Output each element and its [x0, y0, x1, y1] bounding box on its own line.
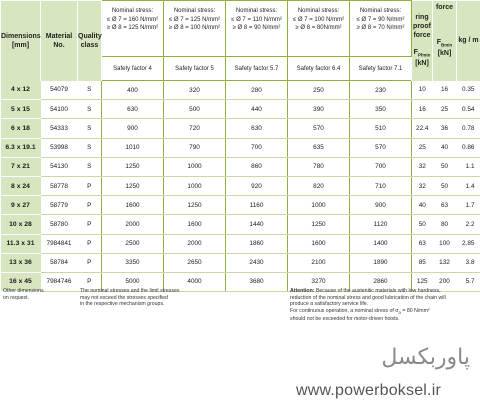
table-row	[1, 138, 480, 157]
cell-load-capacity: 250	[288, 81, 350, 100]
cell-load-capacity: 1600	[288, 234, 350, 253]
cell-dimensions: 8 x 24	[1, 176, 41, 195]
cell-load-capacity: 1160	[226, 196, 288, 215]
note-stress-limits: The nominal stresses and the limit stresses may not exceed the stresses specified in the respective mechanism groups.	[80, 288, 180, 308]
cell-proof-force: 32	[412, 176, 433, 195]
cell-load-capacity: 1010	[102, 138, 164, 157]
cell-load-capacity: 2860	[350, 272, 412, 291]
table-row	[1, 176, 480, 195]
cell-load-capacity: 860	[226, 157, 288, 176]
cell-quality-class: S	[78, 81, 102, 100]
cell-dimensions: 10 x 28	[1, 215, 41, 234]
table-row	[1, 215, 480, 234]
cell-quality-class: S	[78, 157, 102, 176]
cell-load-capacity: 635	[288, 138, 350, 157]
cell-load-capacity: 3350	[102, 253, 164, 272]
stress-group-5: Nominal stress: ≤ Ø 7 = 90 N/mm² ≥ Ø 8 = 70 N/mm²	[350, 1, 412, 57]
cell-proof-force: 16	[412, 100, 433, 119]
cell-load-capacity: 780	[288, 157, 350, 176]
cell-weight: 5.7	[457, 272, 480, 291]
header-quality-class: Quality class	[78, 1, 102, 81]
cell-proof-force: 63	[412, 234, 433, 253]
cell-weight: 0.78	[457, 119, 480, 138]
cell-dimensions: 6 x 18	[1, 119, 41, 138]
table-row	[1, 119, 480, 138]
cell-load-capacity: 1250	[102, 157, 164, 176]
cell-load-capacity: 700	[350, 157, 412, 176]
table-row	[1, 253, 480, 272]
cell-quality-class: P	[78, 215, 102, 234]
note-attention: Attention: Because of the austenitic materials with low hardness, reduction of the nominal stress and good lubrication of the chain will produce a satisfactory service life. For continuous operation, a nominal stress of σn = 80 N/mm² should not be exceeded for motor-driven hoists.	[290, 288, 446, 323]
cell-proof-force: 25	[412, 138, 433, 157]
stress-group-4: Nominal stress: ≤ Ø 7 = 100 N/mm² ≥ Ø 8 = 80N/mm²	[288, 1, 350, 57]
cell-quality-class: P	[78, 176, 102, 195]
cell-material-no: 54130	[41, 157, 78, 176]
watermark-logo	[300, 342, 476, 370]
cell-proof-force: 32	[412, 157, 433, 176]
cell-load-capacity: 1890	[350, 253, 412, 272]
cell-dimensions: 9 x 27	[1, 196, 41, 215]
cell-quality-class: P	[78, 272, 102, 291]
cell-weight: 3.8	[457, 253, 480, 272]
cell-dimensions: 11.3 x 31	[1, 234, 41, 253]
cell-load-capacity: 820	[288, 176, 350, 195]
table-row	[1, 234, 480, 253]
cell-proof-force: 85	[412, 253, 433, 272]
cell-breaking-force: 25	[433, 100, 457, 119]
cell-load-capacity: 1250	[164, 196, 226, 215]
cell-weight: 0.54	[457, 100, 480, 119]
cell-breaking-force: 50	[433, 157, 457, 176]
cell-load-capacity: 570	[350, 138, 412, 157]
cell-load-capacity: 1600	[102, 196, 164, 215]
cell-load-capacity: 350	[350, 100, 412, 119]
cell-load-capacity: 2650	[164, 253, 226, 272]
cell-load-capacity: 2430	[226, 253, 288, 272]
watermark-url: www.powerboksel.ir	[296, 382, 441, 399]
cell-weight: 1.4	[457, 176, 480, 195]
cell-load-capacity: 510	[350, 119, 412, 138]
cell-load-capacity: 1000	[164, 176, 226, 195]
cell-load-capacity: 1120	[350, 215, 412, 234]
cell-weight: 0.86	[457, 138, 480, 157]
cell-material-no: 7984746	[41, 272, 78, 291]
cell-load-capacity: 2000	[164, 234, 226, 253]
header-material-no: Material No.	[41, 1, 78, 81]
safety-factor-4: Safety factor 6.4	[288, 57, 350, 81]
cell-weight: 2.2	[457, 215, 480, 234]
cell-breaking-force: 63	[433, 196, 457, 215]
cell-load-capacity: 230	[350, 81, 412, 100]
cell-load-capacity: 700	[226, 138, 288, 157]
cell-material-no: 7984841	[41, 234, 78, 253]
cell-load-capacity: 280	[226, 81, 288, 100]
safety-factor-5: Safety factor 7.1	[350, 57, 412, 81]
cell-load-capacity: 2100	[288, 253, 350, 272]
cell-quality-class: P	[78, 196, 102, 215]
cell-proof-force: 40	[412, 196, 433, 215]
cell-breaking-force: 100	[433, 234, 457, 253]
cell-weight: 1.1	[457, 157, 480, 176]
table-row	[1, 157, 480, 176]
cell-dimensions: 7 x 21	[1, 157, 41, 176]
cell-dimensions: 5 x 15	[1, 100, 41, 119]
cell-load-capacity: 1000	[164, 157, 226, 176]
cell-material-no: 58784	[41, 253, 78, 272]
cell-load-capacity: 710	[350, 176, 412, 195]
cell-load-capacity: 630	[102, 100, 164, 119]
cell-material-no: 54079	[41, 81, 78, 100]
cell-quality-class: S	[78, 138, 102, 157]
cell-load-capacity: 2500	[102, 234, 164, 253]
cell-material-no: 54100	[41, 100, 78, 119]
cell-load-capacity: 4000	[164, 272, 226, 291]
cell-load-capacity: 720	[164, 119, 226, 138]
cell-breaking-force: 132	[433, 253, 457, 272]
cell-material-no: 58778	[41, 176, 78, 195]
attention-label: Attention:	[290, 288, 315, 294]
cell-weight: 0.35	[457, 81, 480, 100]
stress-group-2: Nominal stress: ≤ Ø 7 = 125 N/mm² ≥ Ø 8 = 100 N/mm²	[164, 1, 226, 57]
cell-dimensions: 13 x 36	[1, 253, 41, 272]
cell-proof-force: 50	[412, 215, 433, 234]
cell-breaking-force: 80	[433, 215, 457, 234]
cell-breaking-force: 36	[433, 119, 457, 138]
cell-quality-class: S	[78, 100, 102, 119]
cell-material-no: 58780	[41, 215, 78, 234]
cell-quality-class: P	[78, 234, 102, 253]
cell-load-capacity: 900	[350, 196, 412, 215]
table-row	[1, 81, 480, 100]
cell-load-capacity: 320	[164, 81, 226, 100]
note-other-dimensions: Other dimensions on request.	[3, 288, 44, 301]
header-dimensions: Dimensions [mm]	[1, 1, 41, 81]
cell-dimensions: 6.3 x 19.1	[1, 138, 41, 157]
cell-load-capacity: 790	[164, 138, 226, 157]
cell-load-capacity: 3270	[288, 272, 350, 291]
cell-breaking-force: 16	[433, 81, 457, 100]
safety-factor-3: Safety factor 5.7	[226, 57, 288, 81]
cell-load-capacity: 500	[164, 100, 226, 119]
cell-quality-class: P	[78, 253, 102, 272]
cell-quality-class: S	[78, 119, 102, 138]
cell-weight: 2.85	[457, 234, 480, 253]
cell-material-no: 54333	[41, 119, 78, 138]
cell-load-capacity: 390	[288, 100, 350, 119]
cell-load-capacity: 5000	[102, 272, 164, 291]
header-weight: kg / m	[457, 1, 480, 81]
cell-load-capacity: 440	[226, 100, 288, 119]
cell-breaking-force: 50	[433, 176, 457, 195]
cell-weight: 1.7	[457, 196, 480, 215]
cell-proof-force: 22.4	[412, 119, 433, 138]
cell-load-capacity: 920	[226, 176, 288, 195]
stress-group-1: Nominal stress: ≤ Ø 7 = 160 N/mm² ≥ Ø 8 = 125 N/mm²	[102, 1, 164, 57]
table-row	[1, 196, 480, 215]
cell-material-no: 58779	[41, 196, 78, 215]
cell-breaking-force: 200	[433, 272, 457, 291]
watermark-logo-text: پاوربکسل	[381, 345, 470, 370]
cell-load-capacity: 570	[288, 119, 350, 138]
cell-load-capacity: 1250	[288, 215, 350, 234]
safety-factor-1: Safety factor 4	[102, 57, 164, 81]
cell-load-capacity: 1860	[226, 234, 288, 253]
cell-load-capacity: 900	[102, 119, 164, 138]
cell-load-capacity: 400	[102, 81, 164, 100]
cell-load-capacity: 630	[226, 119, 288, 138]
header-proof-force: ring proof force $F_{Pfmin}$ [kN]	[412, 1, 433, 81]
cell-load-capacity: 1000	[288, 196, 350, 215]
cell-load-capacity: 3680	[226, 272, 288, 291]
cell-material-no: 53998	[41, 138, 78, 157]
cell-proof-force: 10	[412, 81, 433, 100]
cell-dimensions: 4 x 12	[1, 81, 41, 100]
cell-load-capacity: 1250	[102, 176, 164, 195]
table-body	[1, 81, 480, 292]
table-row	[1, 100, 480, 119]
stress-group-3: Nominal stress: ≤ Ø 7 = 110 N/mm² ≥ Ø 8 = 90 N/mm²	[226, 1, 288, 57]
cell-load-capacity: 2000	[102, 215, 164, 234]
safety-factor-2: Safety factor 5	[164, 57, 226, 81]
cell-load-capacity: 1440	[226, 215, 288, 234]
header-breaking-force: force $F_{Bmin}$ [kN]	[433, 1, 457, 81]
cell-dimensions: 16 x 45	[1, 272, 41, 291]
cell-proof-force: 125	[412, 272, 433, 291]
cell-load-capacity: 1400	[350, 234, 412, 253]
cell-breaking-force: 40	[433, 138, 457, 157]
cell-load-capacity: 1600	[164, 215, 226, 234]
